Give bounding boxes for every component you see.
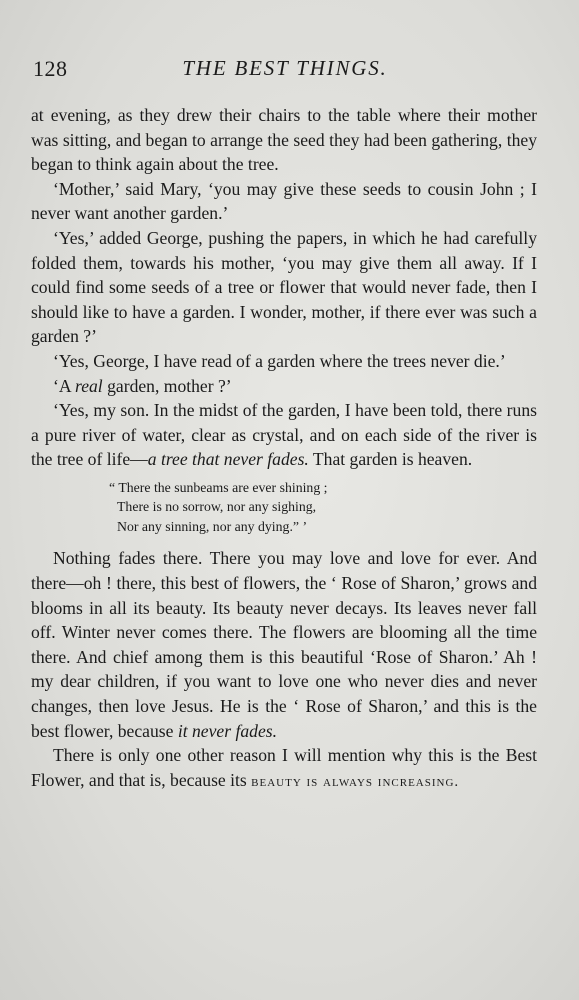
paragraph-7-text: Nothing fades there. There you may love and love for ever. And there—oh ! there, this best of flowers, the ‘ Rose of Sharon,’ grows and blooms in all its beauty. Its beauty never decays. Its leaves never fall off. Winter never comes there. The flowers are blooming all the time there. And chief among them is this beautiful ‘Rose of Sharon.’ Ah ! my dear children, if you want to love one who never dies and never changes, then love Jesus. He is the ‘ Rose of Sharon,’ and this is the best flower, because xyxy=(31,548,537,741)
paragraph-8-text: There is only one other reason I will mention why this is the Best Flower, and that is, because its xyxy=(31,745,537,790)
paragraph-7 xyxy=(31,546,537,743)
page-number: 128 xyxy=(33,56,68,81)
page-header xyxy=(33,56,537,86)
paragraph-6-after: That garden is heaven. xyxy=(308,449,473,470)
paragraph-5-emphasis: real xyxy=(75,375,103,396)
paragraph-8-small-caps: beauty is always increasing. xyxy=(251,773,460,790)
page-body xyxy=(31,103,537,794)
verse-line-1: “ There the sunbeams are ever shining ; xyxy=(109,479,328,495)
paragraph-5 xyxy=(31,374,537,399)
paragraph-2: ‘Mother,’ said Mary, ‘you may give these seeds to cousin John ; I never want another garden.’ xyxy=(31,178,537,224)
paragraph-7-emphasis: it never fades. xyxy=(177,720,278,741)
paragraph-6 xyxy=(31,398,537,472)
verse-line-2: There is no sorrow, nor any sighing, xyxy=(117,499,317,515)
verse-quote xyxy=(109,478,537,537)
paragraph-1: at evening, as they drew their chairs to the table where their mother was sitting, and began to arrange the seed they had been gathering, they began to think again about the tree. xyxy=(31,105,537,175)
paragraph-4: ‘Yes, George, I have read of a garden where the trees never die.’ xyxy=(53,350,506,371)
paragraph-6-emphasis: a tree that never fades. xyxy=(147,449,309,470)
paragraph-8 xyxy=(31,743,537,794)
paragraph-3: ‘Yes,’ added George, pushing the papers, in which he had carefully folded them, towards his mother, ‘you may give them all away. If I could find some seeds of a tree or flower that would never fade, then I should like to have a garden. I wonder, mother, if there ever was such a garden ?’ xyxy=(31,227,537,347)
paragraph-6-text: ‘Yes, my son. In the midst of the garden, I have been told, there runs a pure river of water, clear as crystal, and on each side of the river is the tree of life— xyxy=(31,400,537,470)
paragraph-5-before: ‘A xyxy=(53,375,75,396)
verse-line-3: Nor any sinning, nor any dying.” ’ xyxy=(117,518,308,534)
running-title: THE BEST THINGS. xyxy=(182,56,388,80)
paragraph-5-after: garden, mother ?’ xyxy=(102,375,232,396)
